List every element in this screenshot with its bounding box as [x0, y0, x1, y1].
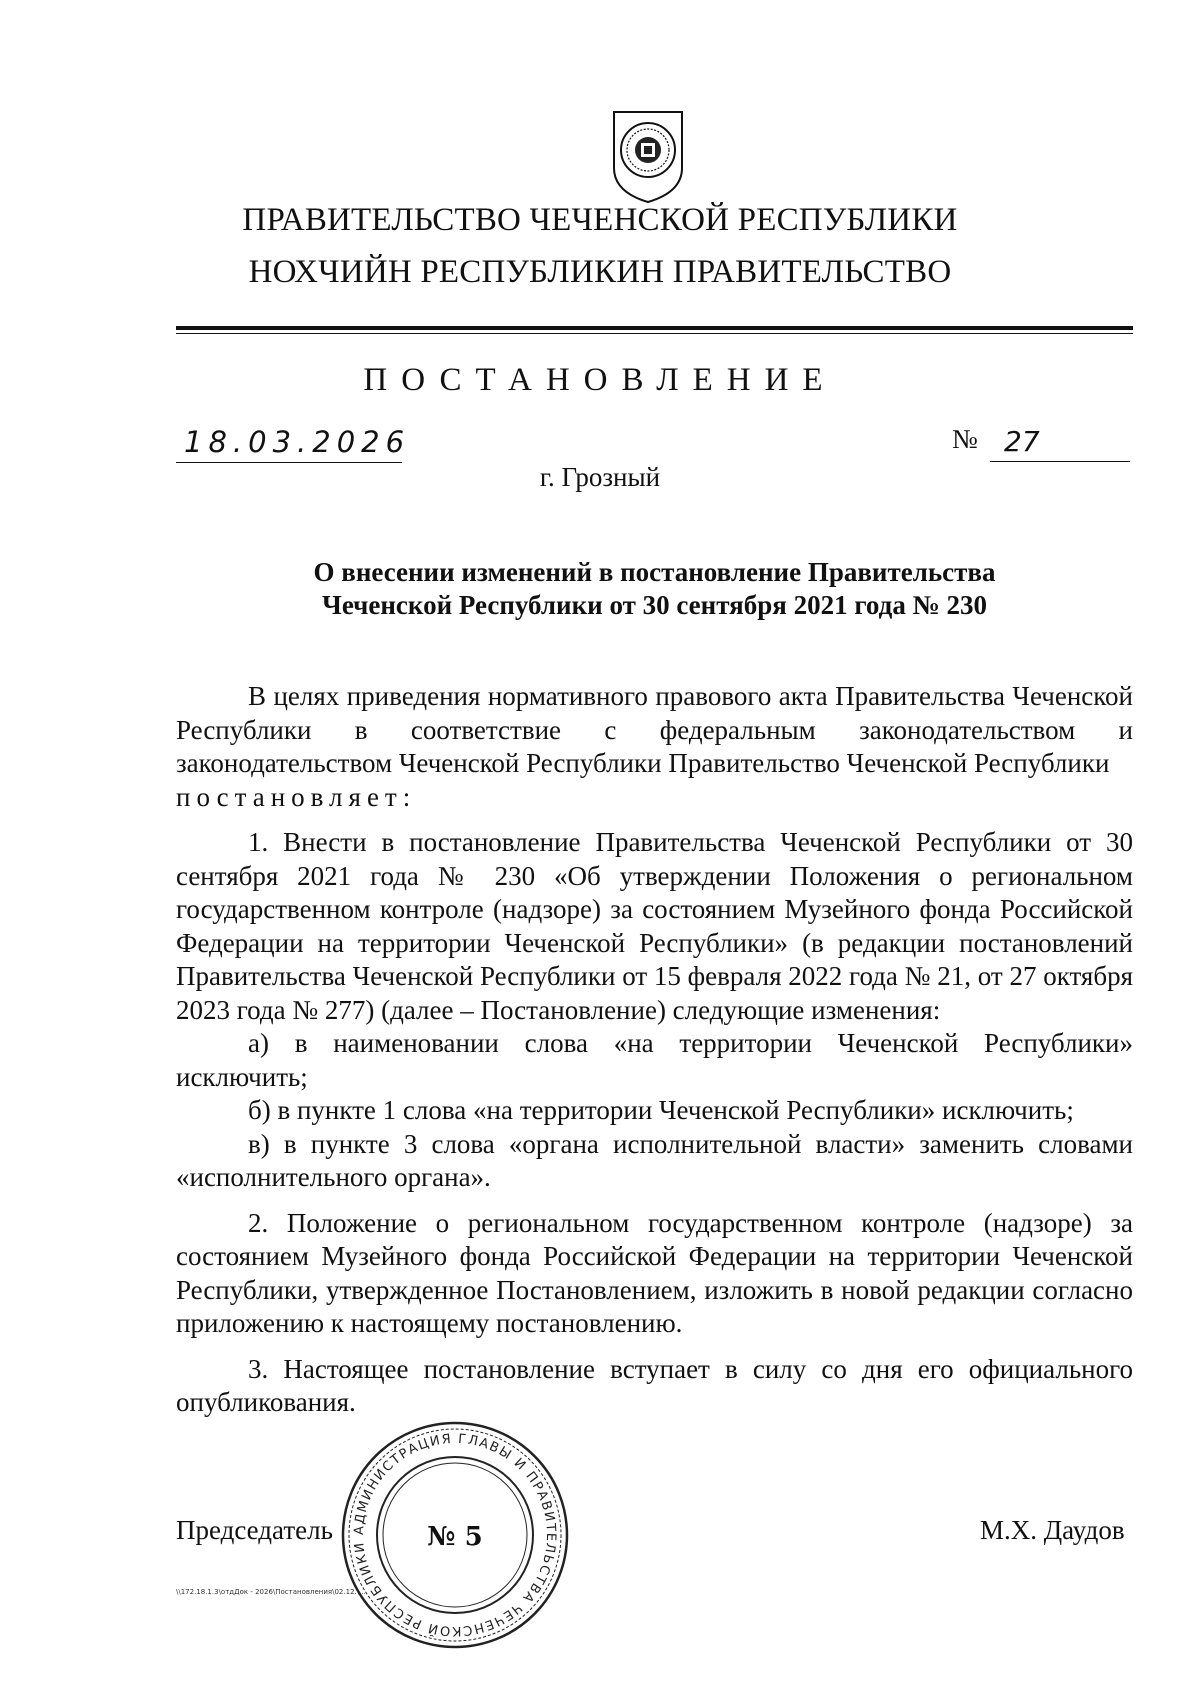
document-body [176, 680, 1133, 1432]
paragraph-1c: в) в пункте 3 слова «органа исполнительной власти» заменить словами «исполнительного органа». [176, 1128, 1133, 1192]
intro-paragraph: В целях приведения нормативного правового акта Правительства Чеченской Республики в соответствие с федеральным законодательством и законодательством Чеченской Республики Правительство Чеченской Республики [176, 681, 1133, 778]
government-title-ce: НОХЧИЙН РЕСПУБЛИКИН ПРАВИТЕЛЬСТВО [248, 254, 952, 290]
document-type: ПОСТАНОВЛЕНИЕ [363, 362, 837, 398]
government-title-ru: ПРАВИТЕЛЬСТВО ЧЕЧЕНСКОЙ РЕСПУБЛИКИ [242, 202, 958, 238]
header-rule-thin [176, 333, 1133, 334]
official-stamp [335, 1415, 575, 1655]
number-label: № [952, 424, 978, 454]
header-rule-thick [176, 326, 1133, 330]
document-title [176, 556, 1133, 622]
paragraph-1a: а) в наименовании слова «на территории Чеченской Республики» исключить; [176, 1028, 1133, 1092]
stamp-ring-text: АДМИНИСТРАЦИЯ ГЛАВЫ И ПРАВИТЕЛЬСТВА ЧЕЧЕНСКОЙ РЕСПУБЛИКИ [351, 1431, 559, 1639]
paragraph-3: 3. Настоящее постановление вступает в силу со дня его официального опубликования. [176, 1353, 1133, 1417]
stamp-number: № 5 [427, 1522, 483, 1552]
title-line-2: Чеченской Республики от 30 сентября 2021 года № 230 [322, 590, 987, 620]
footer-file-path: \\172.18.1.3\отдДок - 2026\Постановления\02.12.\... [176, 1588, 366, 1596]
document-date: 18.03.2026 [176, 422, 402, 463]
paragraph-1b: б) в пункте 1 слова «на территории Чеченской Республики» исключить; [248, 1095, 1074, 1125]
document-number: 27 [990, 422, 1130, 462]
title-line-1: О внесении изменений в постановление Правительства [313, 557, 996, 587]
paragraph-2: 2. Положение о региональном государственном контроле (надзоре) за состоянием Музейного фонда Российской Федерации на территории Чеченской Республики, утвержденное Постановлением, изложить в новой редакции согласно приложению к настоящему постановлению. [176, 1207, 1133, 1338]
city: г. Грозный [539, 462, 661, 492]
decree-word: постановляет: [176, 781, 417, 812]
coat-of-arms-emblem [608, 108, 688, 204]
paragraph-1: 1. Внести в постановление Правительства Чеченской Республики от 30 сентября 2021 года № 230 «Об утверждении Положения о региональном государственном контроле (надзоре) за состоянием Музейного фонда Российской Федерации на территории Чеченской Республики» (в редакции постановлений Правительства Чеченской Республики от 15 февраля 2022 года № 21, от 27 октября 2023 года № 277) (далее – Постановление) следующие изменения: [176, 827, 1133, 1025]
signature-position: Председатель [176, 1515, 333, 1545]
signature-name: М.Х. Даудов [980, 1515, 1125, 1545]
